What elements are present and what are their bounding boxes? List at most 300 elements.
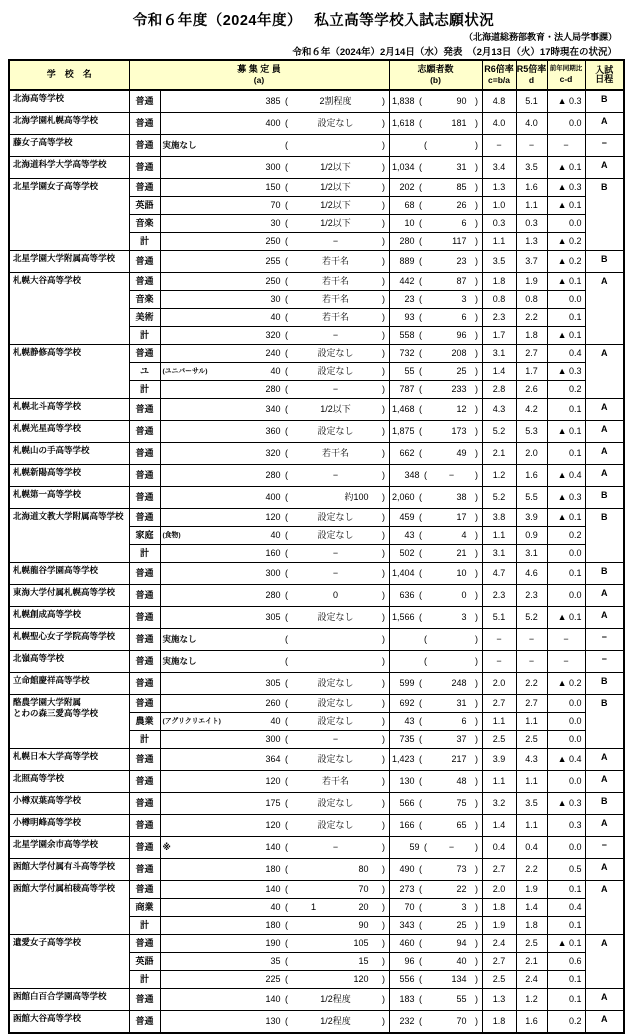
r5-rate-cell: 1.3 bbox=[516, 233, 547, 251]
schedule-cell: B bbox=[585, 251, 624, 273]
course-label: 普通 bbox=[135, 677, 154, 688]
school-name: 北星学園大学附属高等学校 bbox=[13, 253, 116, 263]
paren-open: ( bbox=[419, 403, 422, 414]
paren-open: ( bbox=[285, 469, 288, 480]
paren-close: ) bbox=[382, 955, 385, 966]
school-name-cell bbox=[9, 585, 129, 607]
applicants-row bbox=[390, 363, 482, 380]
applicants-sub-number: 117 bbox=[452, 235, 467, 246]
announcement-date: 令和６年（2024年）2月14日（水）発表 （2月13日（火）17時現在の状況） bbox=[292, 47, 617, 58]
r5-rate-cell: 4.2 bbox=[516, 399, 547, 421]
school-name-cell bbox=[9, 179, 129, 251]
school-name: 小樽双葉高等学校 bbox=[13, 795, 82, 805]
quota-recommend-value: 設定なし bbox=[317, 677, 354, 688]
yoy-diff-cell: 0.2 bbox=[547, 381, 585, 399]
quota-cell bbox=[160, 749, 389, 771]
school-name: 小樽明峰高等学校 bbox=[13, 817, 82, 827]
applicants-sub-number: 181 bbox=[451, 117, 467, 128]
schedule-cell: A bbox=[585, 443, 624, 465]
yoy-diff-cell: 0.3 bbox=[547, 815, 585, 837]
course-cell bbox=[129, 345, 160, 363]
course-cell bbox=[129, 731, 160, 749]
applicants-row bbox=[390, 1013, 482, 1030]
applicants-row bbox=[390, 817, 482, 834]
course-cell bbox=[129, 251, 160, 273]
quota-recommend-value: 105 bbox=[353, 937, 369, 948]
course-label: 普通 bbox=[135, 633, 154, 644]
quota-recommend-value: 1/2程度 bbox=[320, 993, 351, 1004]
quota-row bbox=[161, 363, 389, 380]
paren-close: ) bbox=[382, 841, 385, 852]
quota-recommend-value: − bbox=[332, 547, 339, 558]
r6-rate-cell: 0.4 bbox=[482, 837, 516, 859]
r6-rate-cell: 5.1 bbox=[482, 607, 516, 629]
school-row bbox=[9, 585, 624, 607]
quota-row bbox=[161, 861, 389, 878]
applicants-cell bbox=[389, 465, 482, 487]
quota-recommend-value: 1/2以下 bbox=[320, 161, 351, 172]
course-label: 英語 bbox=[135, 199, 154, 210]
paren-close: ) bbox=[475, 863, 478, 874]
quota-number: 250 bbox=[265, 235, 281, 246]
paren-close: ) bbox=[382, 715, 385, 726]
schedule-cell: A bbox=[585, 273, 624, 345]
r5-rate-cell: 2.0 bbox=[516, 443, 547, 465]
course-cell bbox=[129, 673, 160, 695]
paren-open: ( bbox=[419, 955, 422, 966]
quota-row bbox=[161, 197, 389, 214]
yoy-diff-cell: ▲ 0.2 bbox=[547, 251, 585, 273]
school-row bbox=[9, 607, 624, 629]
school-name-cell bbox=[9, 837, 129, 859]
paren-close: ) bbox=[475, 293, 478, 304]
school-row bbox=[9, 989, 624, 1011]
paren-open: ( bbox=[285, 841, 288, 852]
applicants-number: 1,468 bbox=[391, 403, 415, 414]
paren-close: ) bbox=[382, 973, 385, 984]
r5-rate-cell: − bbox=[516, 651, 547, 673]
paren-open: ( bbox=[419, 863, 422, 874]
r5-rate-cell: 1.6 bbox=[516, 465, 547, 487]
course-label: 普通 bbox=[135, 841, 154, 852]
paren-open: ( bbox=[285, 235, 288, 246]
applicants-number: 1,423 bbox=[391, 753, 415, 764]
paren-close: ) bbox=[382, 677, 385, 688]
quota-number: 305 bbox=[265, 611, 281, 622]
r6-rate-cell: 4.3 bbox=[482, 399, 516, 421]
quota-recommend-value: 1/2以下 bbox=[320, 181, 351, 192]
r5-rate-cell: 2.7 bbox=[516, 345, 547, 363]
school-name-cell bbox=[9, 815, 129, 837]
paren-open: ( bbox=[285, 655, 288, 666]
yoy-diff-cell: 0.0 bbox=[547, 545, 585, 563]
school-row bbox=[9, 345, 624, 363]
course-cell bbox=[129, 771, 160, 793]
quota-note: 実施なし bbox=[162, 656, 197, 667]
r6-rate-cell: 3.1 bbox=[482, 345, 516, 363]
paren-open: ( bbox=[419, 329, 422, 340]
school-row bbox=[9, 251, 624, 273]
paren-close: ) bbox=[475, 753, 478, 764]
applicants-row bbox=[390, 93, 482, 110]
yoy-diff-cell: 0.1 bbox=[547, 881, 585, 899]
school-name: 北海道文教大学附属高等学校 bbox=[13, 511, 124, 521]
yoy-diff-cell: 0.1 bbox=[547, 443, 585, 465]
yoy-diff-cell: 0.2 bbox=[547, 527, 585, 545]
paren-open: ( bbox=[285, 863, 288, 874]
r5-rate-cell: 4.3 bbox=[516, 749, 547, 771]
course-label: 商業 bbox=[135, 901, 154, 912]
course-label: 普通 bbox=[135, 447, 154, 458]
course-cell bbox=[129, 215, 160, 233]
applicants-cell bbox=[389, 251, 482, 273]
quota-recommend-value: 80 bbox=[358, 863, 369, 874]
paren-close: ) bbox=[382, 235, 385, 246]
quota-cell bbox=[160, 629, 389, 651]
quota-row bbox=[161, 795, 389, 812]
quota-number: 360 bbox=[265, 425, 281, 436]
quota-cell bbox=[160, 509, 389, 527]
school-row bbox=[9, 695, 624, 713]
yoy-diff-cell: ▲ 0.3 bbox=[547, 90, 585, 113]
applicants-cell bbox=[389, 273, 482, 291]
quota-number: 250 bbox=[265, 275, 281, 286]
quota-row bbox=[161, 751, 389, 768]
paren-open: ( bbox=[285, 973, 288, 984]
school-row bbox=[9, 509, 624, 527]
applicants-sub-number: − bbox=[448, 841, 455, 852]
applicants-row bbox=[390, 795, 482, 812]
paren-open: ( bbox=[285, 715, 288, 726]
applicants-cell bbox=[389, 585, 482, 607]
quota-cell bbox=[160, 859, 389, 881]
quota-cell bbox=[160, 215, 389, 233]
applicants-cell bbox=[389, 113, 482, 135]
course-label: 計 bbox=[139, 235, 149, 246]
paren-open: ( bbox=[285, 937, 288, 948]
school-name-cell bbox=[9, 113, 129, 135]
applicants-sub-number: 55 bbox=[456, 993, 467, 1004]
applicants-sub-number: 134 bbox=[451, 973, 467, 984]
quota-number: 400 bbox=[265, 491, 281, 502]
applicants-number: 348 bbox=[404, 469, 420, 480]
paren-close: ) bbox=[382, 383, 385, 394]
applicants-sub-number: 70 bbox=[456, 1015, 467, 1026]
applicants-row bbox=[390, 467, 482, 484]
r6-rate-cell: 3.2 bbox=[482, 793, 516, 815]
paren-close: ) bbox=[475, 677, 478, 688]
applicants-cell bbox=[389, 859, 482, 881]
applicants-number: 202 bbox=[399, 181, 415, 192]
school-name: 札幌龍谷学園高等学校 bbox=[13, 565, 99, 575]
course-label: 計 bbox=[139, 547, 149, 558]
school-row bbox=[9, 135, 624, 157]
applicants-cell bbox=[389, 157, 482, 179]
applicants-row bbox=[390, 253, 482, 270]
paren-open: ( bbox=[419, 775, 422, 786]
quota-row bbox=[161, 509, 389, 526]
quota-row bbox=[161, 653, 389, 670]
paren-close: ) bbox=[382, 255, 385, 266]
quota-cell bbox=[160, 731, 389, 749]
quota-recommend-value: 15 bbox=[358, 955, 369, 966]
quota-recommend-value: 設定なし bbox=[317, 365, 354, 376]
course-cell bbox=[129, 179, 160, 197]
paren-open: ( bbox=[285, 161, 288, 172]
paren-open: ( bbox=[424, 841, 427, 852]
paren-open: ( bbox=[285, 365, 288, 376]
paren-close: ) bbox=[382, 311, 385, 322]
quota-number: 300 bbox=[265, 733, 281, 744]
yoy-diff-cell: 0.0 bbox=[547, 291, 585, 309]
r5-rate-cell: 2.1 bbox=[516, 953, 547, 971]
applicants-cell bbox=[389, 971, 482, 989]
applicants-row bbox=[390, 971, 482, 988]
yoy-diff-cell: 0.5 bbox=[547, 859, 585, 881]
applicants-row bbox=[390, 751, 482, 768]
course-cell bbox=[129, 90, 160, 113]
course-label: 計 bbox=[139, 733, 149, 744]
yoy-diff-cell: 0.0 bbox=[547, 113, 585, 135]
header-r6-sub: c=b/a bbox=[488, 75, 510, 86]
paren-open: ( bbox=[285, 275, 288, 286]
paren-open: ( bbox=[419, 797, 422, 808]
course-cell bbox=[129, 309, 160, 327]
paren-open: ( bbox=[419, 161, 422, 172]
applicants-cell bbox=[389, 917, 482, 935]
quota-note: (食物) bbox=[162, 531, 181, 539]
paren-close: ) bbox=[475, 775, 478, 786]
quota-number: 340 bbox=[265, 403, 281, 414]
course-label: 普通 bbox=[135, 797, 154, 808]
quota-row bbox=[161, 817, 389, 834]
school-row bbox=[9, 793, 624, 815]
paren-open: ( bbox=[285, 511, 288, 522]
quota-cell bbox=[160, 363, 389, 381]
quota-row bbox=[161, 935, 389, 952]
school-row bbox=[9, 815, 624, 837]
paren-open: ( bbox=[424, 633, 427, 644]
applicants-cell bbox=[389, 135, 482, 157]
school-name-cell bbox=[9, 443, 129, 465]
paren-close: ) bbox=[475, 235, 478, 246]
school-row bbox=[9, 399, 624, 421]
paren-close: ) bbox=[382, 199, 385, 210]
quota-cell bbox=[160, 381, 389, 399]
applicants-cell bbox=[389, 381, 482, 399]
r6-rate-cell: 4.8 bbox=[482, 90, 516, 113]
admissions-table bbox=[8, 59, 625, 1034]
yoy-diff-cell: ▲ 0.1 bbox=[547, 197, 585, 215]
applicants-sub-number: 21 bbox=[456, 547, 467, 558]
schedule-cell: A bbox=[585, 935, 624, 989]
quota-recommend-value: 設定なし bbox=[317, 117, 354, 128]
schedule-cell: A bbox=[585, 585, 624, 607]
applicants-number: 787 bbox=[399, 383, 415, 394]
paren-open: ( bbox=[285, 347, 288, 358]
r5-rate-cell: − bbox=[516, 135, 547, 157]
course-label: 普通 bbox=[135, 95, 154, 106]
quota-row bbox=[161, 971, 389, 988]
r5-rate-cell: 2.2 bbox=[516, 859, 547, 881]
r5-rate-cell: 2.6 bbox=[516, 381, 547, 399]
school-name-cell bbox=[9, 251, 129, 273]
paren-close: ) bbox=[475, 139, 478, 150]
quota-number: 40 bbox=[270, 365, 281, 376]
school-name-cell bbox=[9, 771, 129, 793]
course-label: 普通 bbox=[135, 611, 154, 622]
applicants-cell bbox=[389, 935, 482, 953]
paren-close: ) bbox=[475, 973, 478, 984]
quota-row bbox=[161, 401, 389, 418]
applicants-number: 130 bbox=[399, 775, 415, 786]
yoy-diff-cell: ▲ 0.3 bbox=[547, 179, 585, 197]
applicants-number: 566 bbox=[399, 797, 415, 808]
paren-open: ( bbox=[419, 937, 422, 948]
paren-open: ( bbox=[285, 901, 288, 912]
course-cell bbox=[129, 363, 160, 381]
r6-rate-cell: − bbox=[482, 651, 516, 673]
quota-recommend-value: 設定なし bbox=[317, 347, 354, 358]
course-label: ユ bbox=[139, 365, 149, 376]
quota-cell bbox=[160, 309, 389, 327]
course-cell bbox=[129, 399, 160, 421]
applicants-sub-number: 49 bbox=[456, 447, 467, 458]
quota-recommend-value: 1/2程度 bbox=[320, 1015, 351, 1026]
applicants-number: 558 bbox=[399, 329, 415, 340]
course-label: 普通 bbox=[135, 469, 154, 480]
quota-row bbox=[161, 917, 389, 934]
yoy-diff-cell: 0.0 bbox=[547, 695, 585, 713]
schedule-cell: A bbox=[585, 465, 624, 487]
quota-recommend-value: 若干名 bbox=[321, 447, 349, 458]
quota-number: 180 bbox=[265, 919, 281, 930]
quota-cell bbox=[160, 607, 389, 629]
yoy-diff-cell: 0.4 bbox=[547, 899, 585, 917]
header-schedule-label2: 日程 bbox=[595, 74, 614, 84]
paren-close: ) bbox=[475, 611, 478, 622]
quota-recommend-value: 設定なし bbox=[317, 697, 354, 708]
school-row bbox=[9, 273, 624, 291]
r5-rate-cell: 3.5 bbox=[516, 793, 547, 815]
school-row bbox=[9, 859, 624, 881]
quota-number: 40 bbox=[270, 901, 281, 912]
applicants-row bbox=[390, 653, 482, 670]
paren-open: ( bbox=[285, 589, 288, 600]
quota-number: 400 bbox=[265, 117, 281, 128]
applicants-cell bbox=[389, 563, 482, 585]
course-label: 普通 bbox=[135, 993, 154, 1004]
applicants-cell bbox=[389, 90, 482, 113]
applicants-cell bbox=[389, 731, 482, 749]
r6-rate-cell: 1.4 bbox=[482, 815, 516, 837]
header-quota-sub: (a) bbox=[253, 75, 265, 86]
applicants-number: 556 bbox=[399, 973, 415, 984]
r6-rate-cell: 1.7 bbox=[482, 327, 516, 345]
applicants-number: 10 bbox=[404, 217, 415, 228]
paren-open: ( bbox=[419, 347, 422, 358]
applicants-row bbox=[390, 527, 482, 544]
paren-close: ) bbox=[475, 901, 478, 912]
yoy-diff-cell: 0.0 bbox=[547, 713, 585, 731]
applicants-row bbox=[390, 179, 482, 196]
yoy-diff-cell: ▲ 0.2 bbox=[547, 673, 585, 695]
quota-cell bbox=[160, 465, 389, 487]
applicants-number: 55 bbox=[404, 365, 415, 376]
applicants-row bbox=[390, 917, 482, 934]
school-name-cell bbox=[9, 935, 129, 989]
r6-rate-cell: 2.3 bbox=[482, 585, 516, 607]
applicants-number: 442 bbox=[399, 275, 415, 286]
applicants-row bbox=[390, 381, 482, 398]
schedule-cell: A bbox=[585, 881, 624, 935]
paren-close: ) bbox=[475, 217, 478, 228]
applicants-cell bbox=[389, 291, 482, 309]
quota-recommend-value: 若干名 bbox=[321, 311, 349, 322]
paren-close: ) bbox=[382, 863, 385, 874]
r5-rate-cell: 2.2 bbox=[516, 309, 547, 327]
quota-number: 175 bbox=[265, 797, 281, 808]
r6-rate-cell: 0.8 bbox=[482, 291, 516, 309]
quota-row bbox=[161, 309, 389, 326]
paren-close: ) bbox=[382, 797, 385, 808]
paren-close: ) bbox=[382, 347, 385, 358]
quota-row bbox=[161, 215, 389, 232]
quota-row bbox=[161, 93, 389, 110]
school-name-cell bbox=[9, 607, 129, 629]
paren-open: ( bbox=[419, 383, 422, 394]
r6-rate-cell: 5.2 bbox=[482, 421, 516, 443]
applicants-number: 732 bbox=[399, 347, 415, 358]
yoy-diff-cell: ▲ 0.4 bbox=[547, 465, 585, 487]
r6-rate-cell: 2.8 bbox=[482, 381, 516, 399]
paren-open: ( bbox=[285, 311, 288, 322]
school-row bbox=[9, 443, 624, 465]
paren-close: ) bbox=[475, 715, 478, 726]
school-name-cell bbox=[9, 273, 129, 345]
quota-number: 30 bbox=[270, 293, 281, 304]
quota-note: ※ bbox=[162, 842, 171, 853]
schedule-cell: A bbox=[585, 859, 624, 881]
applicants-number: 692 bbox=[399, 697, 415, 708]
quota-row bbox=[161, 345, 389, 362]
quota-cell bbox=[160, 563, 389, 585]
applicants-number: 166 bbox=[399, 819, 415, 830]
r6-rate-cell: 2.5 bbox=[482, 971, 516, 989]
applicants-number: 96 bbox=[404, 955, 415, 966]
school-row bbox=[9, 651, 624, 673]
r5-rate-cell: 5.3 bbox=[516, 421, 547, 443]
school-name-cell bbox=[9, 989, 129, 1011]
paren-open: ( bbox=[419, 95, 422, 106]
yoy-diff-cell: − bbox=[547, 629, 585, 651]
applicants-row bbox=[390, 489, 482, 506]
paren-close: ) bbox=[382, 425, 385, 436]
paren-close: ) bbox=[475, 365, 478, 376]
r5-rate-cell: 5.5 bbox=[516, 487, 547, 509]
r5-rate-cell: 2.2 bbox=[516, 673, 547, 695]
applicants-row bbox=[390, 291, 482, 308]
quota-recommend-value: 若干名 bbox=[321, 293, 349, 304]
school-name: 札幌日本大学高等学校 bbox=[13, 751, 99, 761]
quota-row bbox=[161, 773, 389, 790]
course-cell bbox=[129, 881, 160, 899]
applicants-row bbox=[390, 423, 482, 440]
school-row bbox=[9, 629, 624, 651]
quota-row bbox=[161, 713, 389, 730]
paren-open: ( bbox=[419, 491, 422, 502]
school-row bbox=[9, 157, 624, 179]
